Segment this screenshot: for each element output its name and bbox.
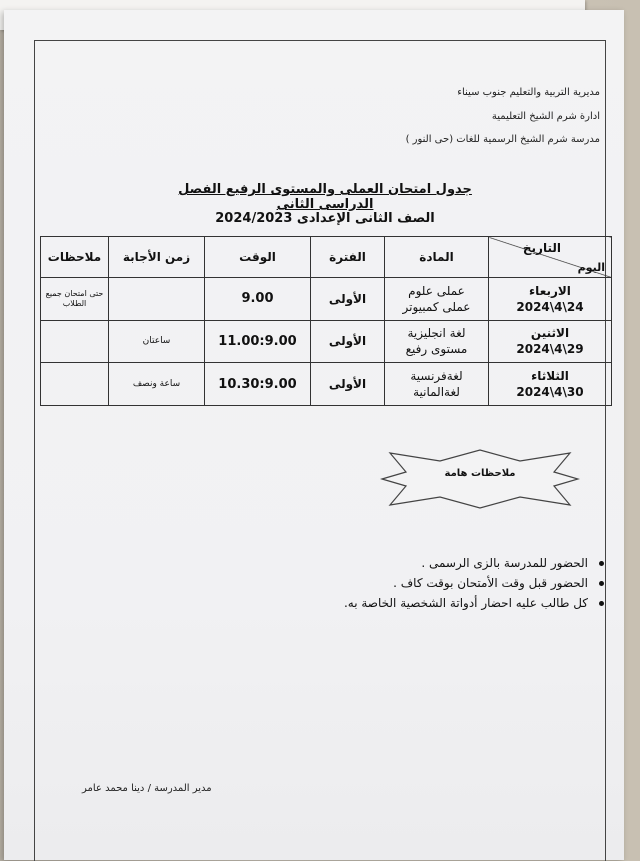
day-name: الاثنين bbox=[530, 326, 570, 341]
time-header: الوقت bbox=[205, 237, 311, 278]
header-administration: ادارة شرم الشيخ التعليمية bbox=[491, 111, 600, 122]
period-cell: الأولى bbox=[311, 320, 385, 363]
subject-line-2: مستوى رفيع bbox=[405, 342, 468, 357]
day-name: الثلاثاء bbox=[531, 369, 569, 384]
grade-title: الصف الثانى الإعدادى 2024/2023 bbox=[215, 211, 435, 226]
duration-cell: ساعة ونصف bbox=[109, 363, 205, 406]
table-row bbox=[41, 320, 612, 363]
period-cell: الأولى bbox=[311, 363, 385, 406]
header-directorate: مديرية التربية والتعليم جنوب سيناء bbox=[457, 87, 600, 98]
day-date-cell bbox=[489, 320, 612, 363]
subject-line-1: لغةفرنسية bbox=[410, 369, 463, 384]
subject-line-2: عملى كمبيوتر bbox=[402, 299, 471, 314]
exam-date: 30\4\2024 bbox=[516, 385, 584, 400]
day-date-cell bbox=[489, 278, 612, 321]
period-header: الفترة bbox=[311, 237, 385, 278]
subject-line-2: لغةالمانية bbox=[413, 385, 460, 400]
subject-line-1: عملى علوم bbox=[408, 283, 465, 298]
table-header-row bbox=[41, 237, 612, 278]
exam-schedule-table bbox=[40, 236, 612, 406]
exam-date: 24\4\2024 bbox=[516, 299, 584, 314]
list-item: كل طالب عليه احضار أدواتة الشخصية الخاصة به. bbox=[244, 596, 604, 610]
subject-cell bbox=[385, 363, 489, 406]
day-date-cell bbox=[489, 363, 612, 406]
important-notes-label: ملاحظات هامة bbox=[444, 468, 516, 479]
day-name: الاربعاء bbox=[529, 283, 571, 298]
important-notes-badge bbox=[380, 448, 580, 510]
time-cell: 11.00:9.00 bbox=[205, 320, 311, 363]
table-row bbox=[41, 363, 612, 406]
table-row bbox=[41, 278, 612, 321]
subject-cell bbox=[385, 320, 489, 363]
subject-cell bbox=[385, 278, 489, 321]
date-day-header bbox=[489, 237, 612, 278]
notes-cell bbox=[41, 320, 109, 363]
time-cell: 10.30:9.00 bbox=[205, 363, 311, 406]
notes-list bbox=[244, 556, 604, 616]
duration-cell bbox=[109, 278, 205, 321]
document-title: جدول امتحان العملى والمستوى الرفيع الفصل الدراسى الثانى bbox=[178, 182, 472, 212]
subject-header: المادة bbox=[385, 237, 489, 278]
principal-signature-line: مدير المدرسة / دينا محمد عامر bbox=[82, 783, 212, 794]
period-cell: الأولى bbox=[311, 278, 385, 321]
notes-cell bbox=[41, 363, 109, 406]
list-item: الحضور للمدرسة بالزى الرسمى . bbox=[244, 556, 604, 570]
day-header: اليوم bbox=[577, 261, 605, 274]
subject-line-1: لغة انجليزية bbox=[407, 326, 466, 341]
header-school: مدرسة شرم الشيخ الرسمية للغات (حى النور ) bbox=[405, 134, 600, 145]
time-cell: 9.00 bbox=[205, 278, 311, 321]
duration-cell: ساعتان bbox=[109, 320, 205, 363]
exam-date: 29\4\2024 bbox=[516, 342, 584, 357]
notes-cell: حتى امتحان جميع الطلاب bbox=[41, 278, 109, 321]
notes-header: ملاحظات bbox=[41, 237, 109, 278]
badge-shape bbox=[382, 450, 578, 508]
duration-header: زمن الأجابة bbox=[109, 237, 205, 278]
list-item: الحضور قبل وقت الأمتحان بوقت كاف . bbox=[244, 576, 604, 590]
date-header: التاريخ bbox=[522, 241, 561, 255]
